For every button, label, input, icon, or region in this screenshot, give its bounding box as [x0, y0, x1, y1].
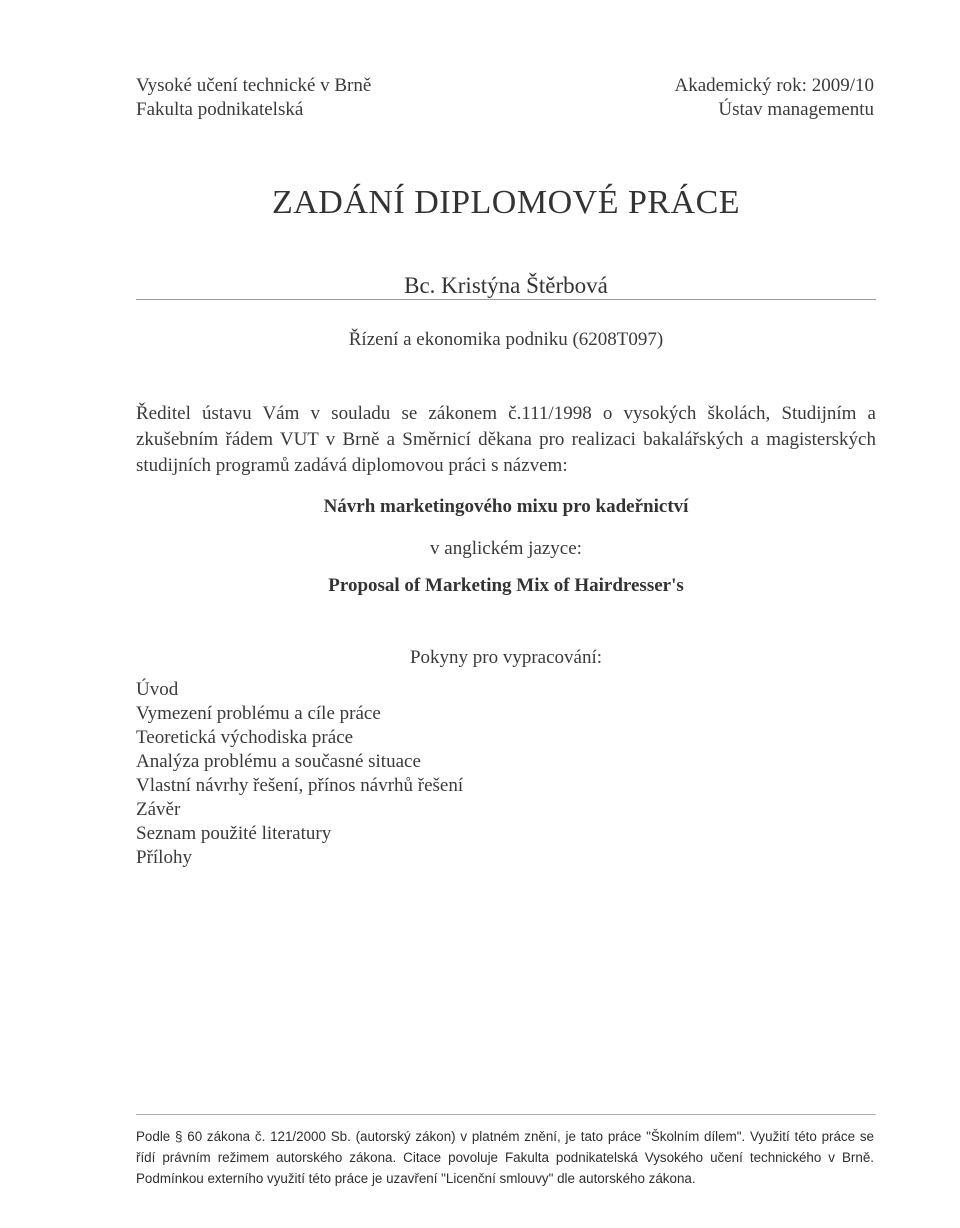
outline-item: Přílohy [136, 847, 192, 868]
intro-paragraph: Ředitel ústavu Vám v souladu se zákonem č.111/1998 o vysokých školách, Studijním a zkušebním řádem VUT v Brně a Směrnicí děkana pro realizaci bakalářských a magisterských studijních programů zadává diplomovou práci s názvem: [136, 403, 876, 476]
header-right [675, 74, 874, 122]
outline-item: Teoretická východiska práce [136, 727, 354, 748]
outline-item: Analýza problému a současné situace [136, 751, 421, 772]
student-name: Bc. Kristýna Štěrbová [404, 273, 608, 298]
document-title: ZADÁNÍ DIPLOMOVÉ PRÁCE [271, 184, 741, 221]
study-program: Řízení a ekonomika podniku (6208T097) [348, 329, 664, 350]
header-left [136, 74, 371, 122]
copyright-footnote: Podle § 60 zákona č. 121/2000 Sb. (autorský zákon) v platném znění, je tato práce "Školním dílem". Využití této práce se řídí právním režimem autorského zákona. Citace povoluje Fakulta podnikatelská Vysokého učení technického v Brně. Podmínkou externího využití této práce je uzavření "Licenční smlouvy" dle autorského zákona. [136, 1129, 874, 1186]
instructions-heading: Pokyny pro vypracování: [409, 647, 603, 668]
outline-item: Vlastní návrhy řešení, přínos návrhů řešení [136, 775, 464, 796]
faculty-name: Fakulta podnikatelská [136, 99, 304, 120]
thesis-title-czech: Návrh marketingového mixu pro kadeřnictví [323, 496, 689, 517]
english-language-label: v anglickém jazyce: [430, 538, 582, 559]
outline-item: Vymezení problému a cíle práce [136, 703, 381, 724]
university-name: Vysoké učení technické v Brně [136, 75, 372, 96]
outline-item: Závěr [136, 799, 181, 820]
outline-item: Úvod [136, 679, 179, 700]
outline-item: Seznam použité literatury [136, 823, 332, 844]
institute-name: Ústav managementu [718, 99, 874, 120]
thesis-title-english: Proposal of Marketing Mix of Hairdresser's [328, 575, 684, 596]
name-divider [136, 299, 876, 300]
footnote-divider [136, 1114, 876, 1115]
outline-list [136, 678, 463, 870]
academic-year: Akademický rok: 2009/10 [674, 75, 874, 96]
